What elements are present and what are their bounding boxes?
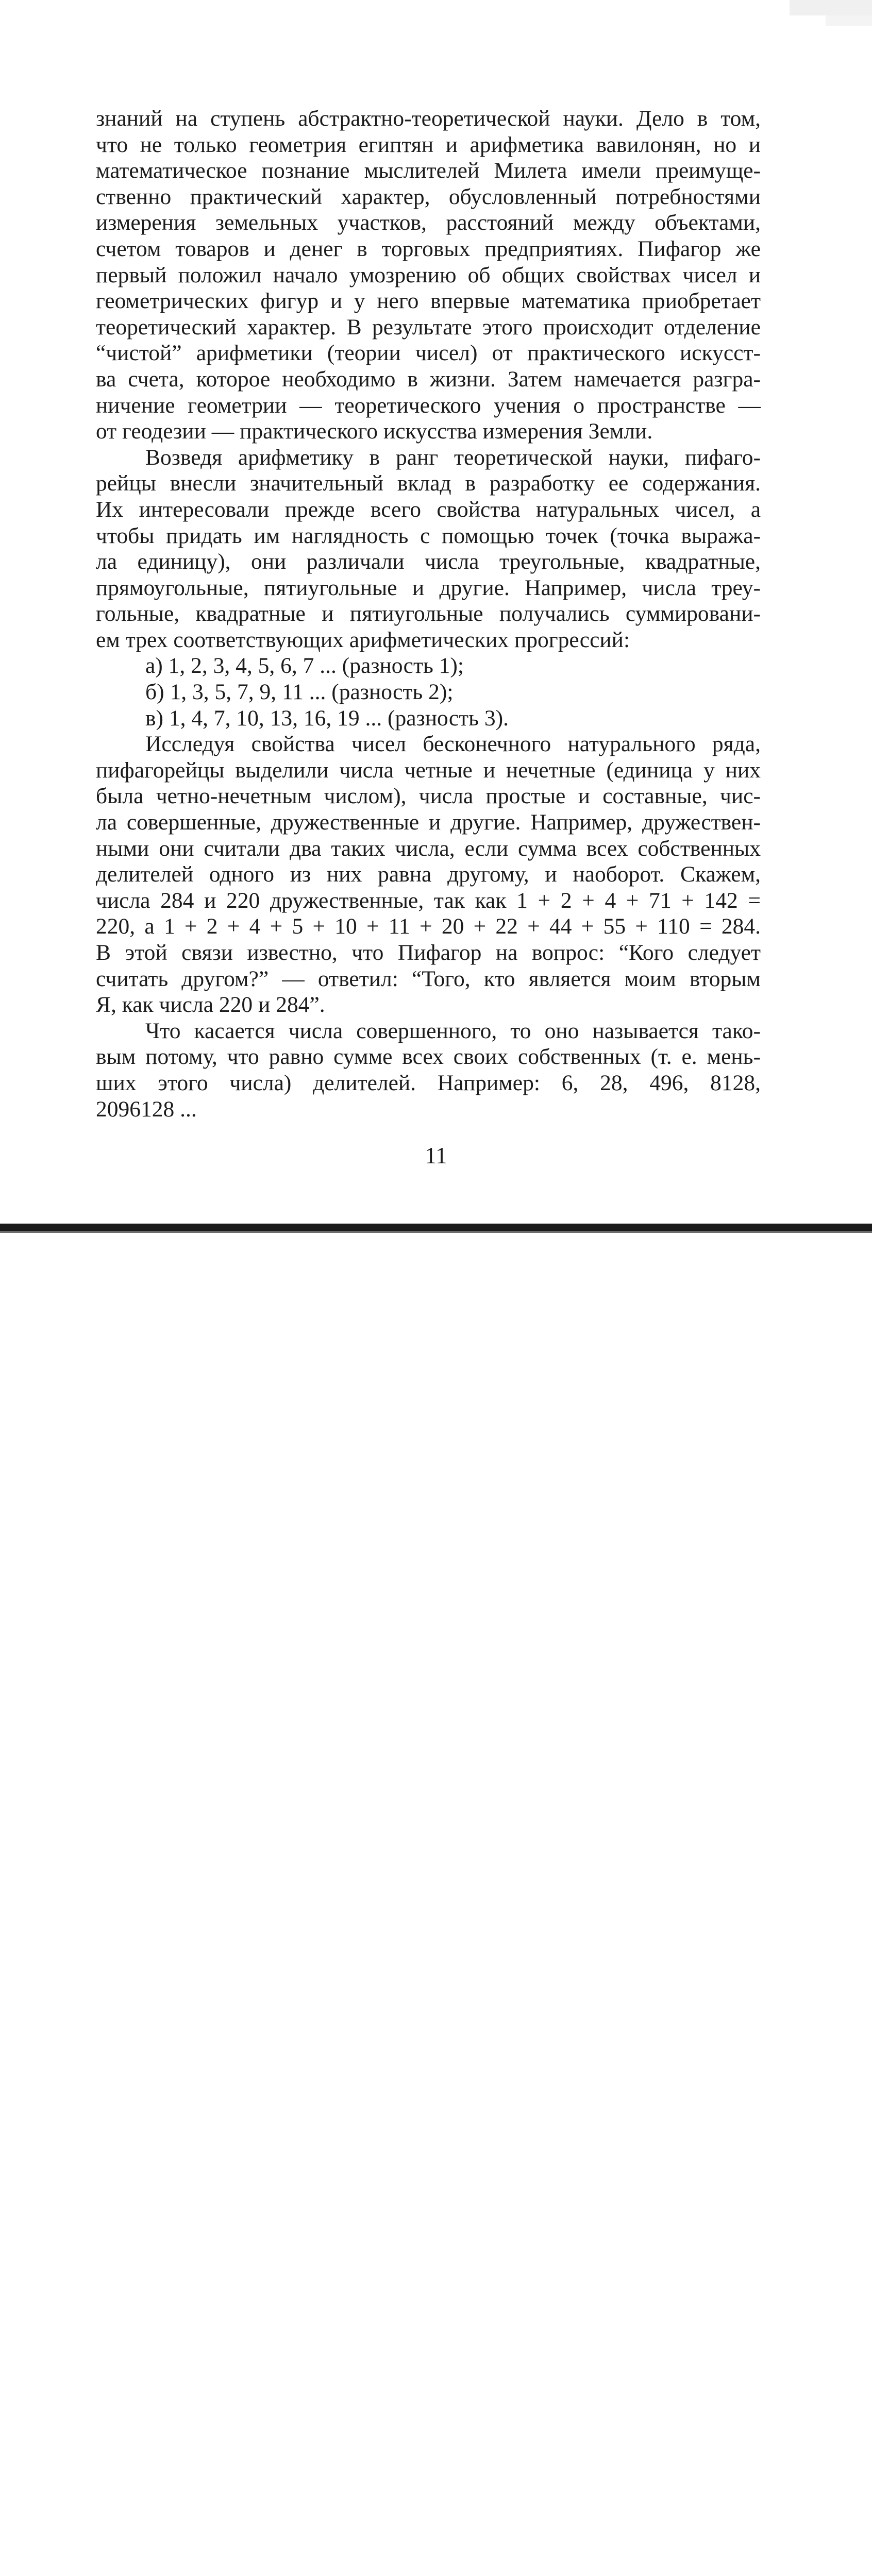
text-line: геометрических фигур и у него впервые математика приобретает (96, 289, 761, 314)
body-text (96, 106, 761, 1122)
text-line: прямоугольные, пятиугольные и другие. Например, числа треу- (96, 575, 761, 600)
text-line: ла совершенные, дружественные и другие. Например, дружествен- (96, 810, 761, 835)
text-line: ва счета, которое необходимо в жизни. Затем намечается разгра- (96, 366, 761, 392)
progression-item: в) 1, 4, 7, 10, 13, 16, 19 ... (разность 3). (145, 705, 509, 731)
text-line: Что касается числа совершенного, то оно называется тако- (145, 1018, 761, 1043)
text-line: делителей одного из них равна другому, и наоборот. Скажем, (96, 862, 761, 887)
text-line: Исследуя свойства чисел бесконечного натурального ряда, (145, 732, 761, 757)
text-line: ем трех соответствующих арифметических прогрессий: (96, 627, 630, 652)
text-line: от геодезии — практического искусства измерения Земли. (96, 419, 653, 444)
text-line: ными они считали два таких числа, если сумма всех собственных (96, 836, 761, 861)
text-line: знаний на ступень абстрактно-теоретической науки. Дело в том, (96, 106, 761, 131)
scan-corner-shadow (790, 0, 872, 15)
text-line: была четно-нечетным числом), числа простые и составные, чис- (96, 784, 761, 809)
text-line: “чистой” арифметики (теории чисел) от практического искусст- (96, 341, 761, 366)
text-line: числа 284 и 220 дружественные, так как 1 + 2 + 4 + 71 + 142 = (96, 888, 761, 913)
page-bottom-edge (0, 1224, 872, 1231)
text-line: теоретический характер. В результате этого происходит отделение (96, 314, 761, 340)
text-line: ственно практический характер, обусловленный потребностями (96, 184, 761, 209)
text-line: измерения земельных участков, расстояний между объектами, (96, 210, 761, 235)
text-line: Возведя арифметику в ранг теоретической науки, пифаго- (145, 445, 761, 470)
progression-item: б) 1, 3, 5, 7, 9, 11 ... (разность 2); (145, 680, 454, 705)
text-line: вым потому, что равно сумме всех своих собственных (т. е. мень- (96, 1044, 761, 1070)
text-line: считать другом?” — ответил: “Того, кто является моим вторым (96, 966, 761, 991)
text-line: что не только геометрия египтян и арифметика вавилонян, но и (96, 132, 761, 157)
text-line: ла единицу), они различали числа треугольные, квадратные, (96, 549, 761, 574)
page-number: 11 (425, 1143, 447, 1168)
scan-corner-shadow-inner (826, 15, 872, 26)
text-line: гольные, квадратные и пятиугольные получались суммировани- (96, 601, 761, 626)
text-line: Я, как числа 220 и 284”. (96, 992, 325, 1018)
text-line: ничение геометрии — теоретического учения о пространстве — (96, 393, 761, 418)
text-line: пифагорейцы выделили числа четные и нечетные (единица у них (96, 757, 761, 783)
text-line: 2096128 ... (96, 1096, 197, 1122)
text-line: Их интересовали прежде всего свойства натуральных чисел, а (96, 497, 761, 522)
text-line: 220, а 1 + 2 + 4 + 5 + 10 + 11 + 20 + 22 + 44 + 55 + 110 = 284. (96, 914, 761, 939)
text-line: чтобы придать им наглядность с помощью точек (точка выража- (96, 523, 761, 548)
text-line: счетом товаров и денег в торговых предприятиях. Пифагор же (96, 236, 761, 261)
page-bottom-edge-shadow (0, 1231, 872, 1233)
text-line: В этой связи известно, что Пифагор на вопрос: “Кого следует (96, 940, 761, 965)
text-line: рейцы внесли значительный вклад в разработку ее содержания. (96, 471, 761, 496)
text-line: ших этого числа) делителей. Например: 6, 28, 496, 8128, (96, 1070, 761, 1095)
text-line: первый положил начало умозрению об общих свойствах чисел и (96, 262, 761, 287)
text-line: математическое познание мыслителей Милета имели преимуще- (96, 158, 761, 183)
progression-item: а) 1, 2, 3, 4, 5, 6, 7 ... (разность 1); (145, 653, 464, 679)
